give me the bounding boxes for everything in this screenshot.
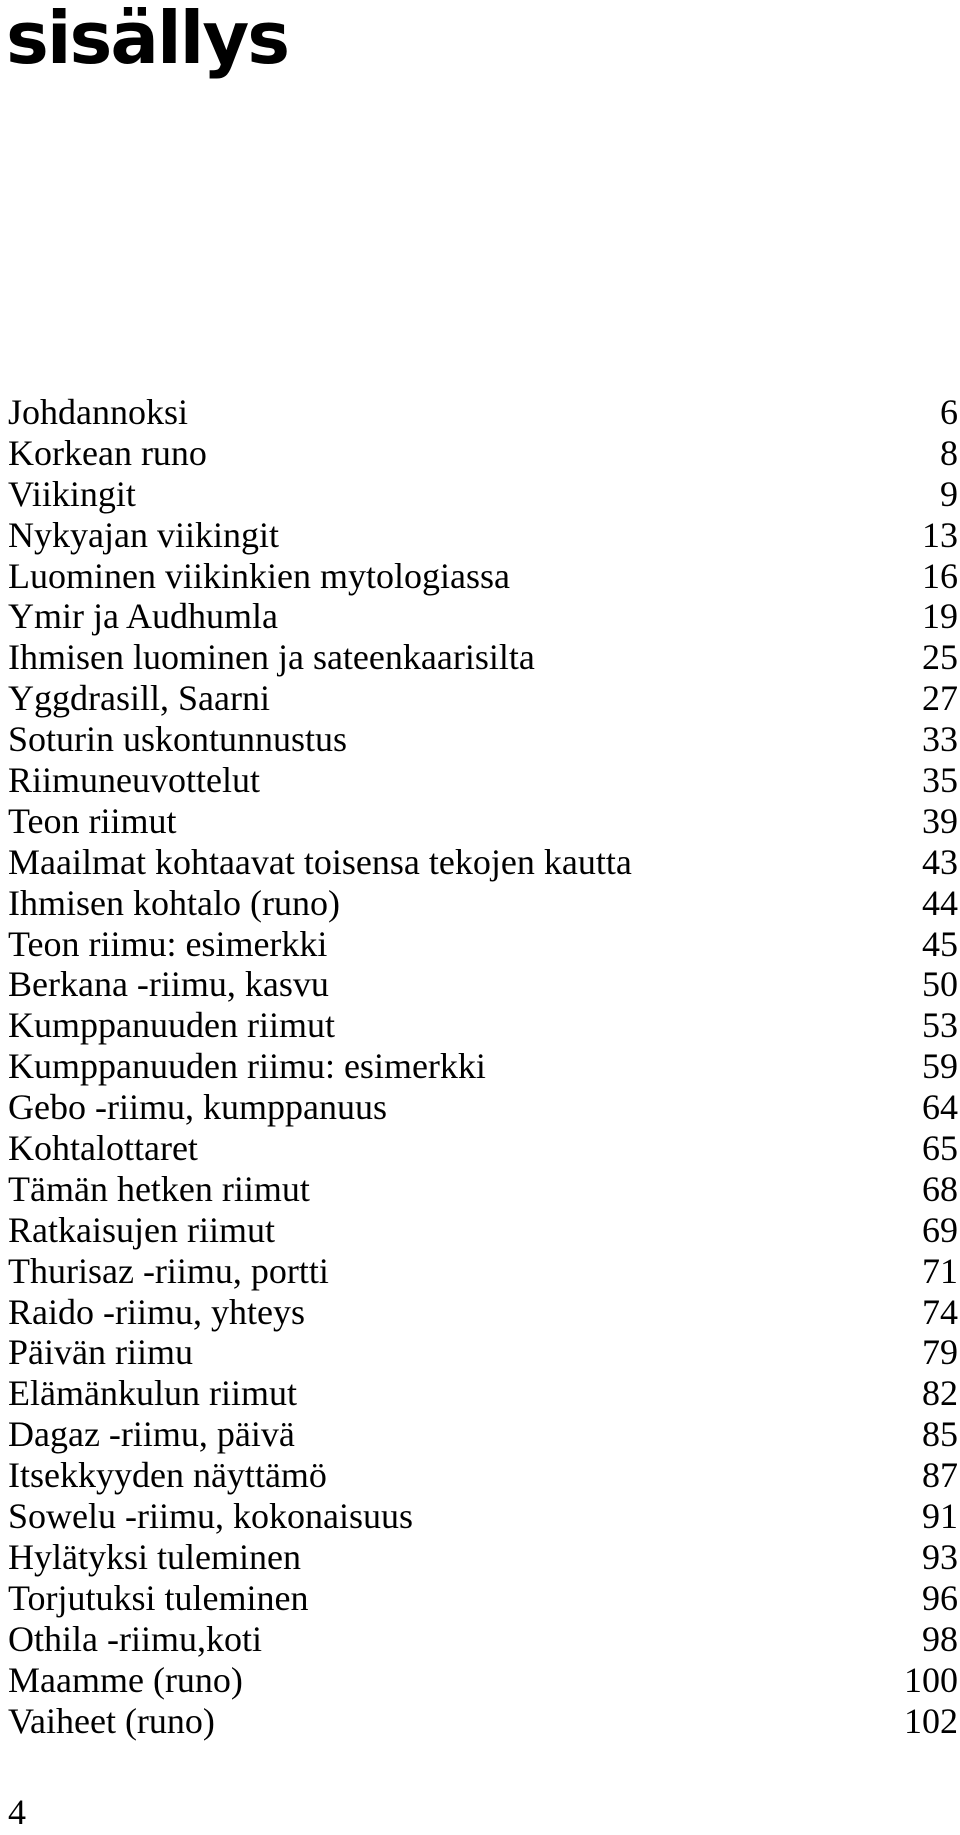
- toc-entry-page: 100: [904, 1659, 958, 1700]
- toc-entry: [8, 801, 958, 842]
- toc-entry: [8, 678, 958, 719]
- toc-entry-page: 53: [922, 1005, 958, 1046]
- toc-entry: [8, 964, 958, 1005]
- toc-entry-title: Kumppanuuden riimut: [8, 1005, 335, 1046]
- toc-entry-page: 43: [922, 841, 958, 882]
- toc-entry-page: 68: [922, 1168, 958, 1209]
- toc-entry-title: Viikingit: [8, 473, 136, 514]
- toc-entry: [8, 1455, 958, 1496]
- toc-entry: [8, 1251, 958, 1292]
- toc-entry-title: Teon riimu: esimerkki: [8, 923, 328, 964]
- toc-entry-title: Riimuneuvottelut: [8, 760, 260, 801]
- toc-entry-page: 74: [922, 1291, 958, 1332]
- toc-entry-title: Teon riimut: [8, 800, 177, 841]
- toc-entry-title: Ihmisen luominen ja sateenkaarisilta: [8, 637, 535, 678]
- toc-entry-page: 9: [940, 473, 958, 514]
- toc-entry: [8, 719, 958, 760]
- toc-entry: [8, 924, 958, 965]
- toc-entry-page: 19: [922, 596, 958, 637]
- table-of-contents: [8, 392, 958, 1741]
- toc-entry: [8, 1332, 958, 1373]
- toc-entry: [8, 1578, 958, 1619]
- toc-entry-title: Korkean runo: [8, 432, 207, 473]
- toc-entry-page: 64: [922, 1087, 958, 1128]
- toc-entry-title: Maamme (runo): [8, 1659, 243, 1700]
- toc-entry: [8, 474, 958, 515]
- toc-entry-title: Nykyajan viikingit: [8, 514, 279, 555]
- toc-entry-page: 91: [922, 1496, 958, 1537]
- toc-entry-page: 71: [922, 1250, 958, 1291]
- toc-entry: [8, 1414, 958, 1455]
- toc-entry-title: Kumppanuuden riimu: esimerkki: [8, 1046, 486, 1087]
- toc-entry: [8, 1292, 958, 1333]
- toc-entry-title: Kohtalottaret: [8, 1128, 198, 1169]
- toc-entry-page: 8: [940, 432, 958, 473]
- toc-entry-title: Luominen viikinkien mytologiassa: [8, 555, 510, 596]
- toc-entry-title: Thurisaz -riimu, portti: [8, 1250, 329, 1291]
- toc-entry: [8, 637, 958, 678]
- toc-entry: [8, 556, 958, 597]
- toc-entry-page: 79: [922, 1332, 958, 1373]
- toc-entry-title: Torjutuksi tuleminen: [8, 1577, 309, 1618]
- toc-entry-title: Tämän hetken riimut: [8, 1168, 310, 1209]
- toc-entry-page: 16: [922, 555, 958, 596]
- toc-entry-title: Vaiheet (runo): [8, 1700, 215, 1741]
- toc-entry-page: 82: [922, 1373, 958, 1414]
- toc-entry-page: 85: [922, 1414, 958, 1455]
- toc-entry: [8, 515, 958, 556]
- toc-entry-page: 93: [922, 1536, 958, 1577]
- toc-entry: [8, 760, 958, 801]
- toc-entry-page: 98: [922, 1618, 958, 1659]
- toc-entry-title: Hylätyksi tuleminen: [8, 1536, 301, 1577]
- toc-entry-page: 50: [922, 964, 958, 1005]
- toc-entry-page: 59: [922, 1046, 958, 1087]
- page-number: 4: [8, 1792, 26, 1832]
- toc-entry-page: 33: [922, 719, 958, 760]
- toc-entry-page: 25: [922, 637, 958, 678]
- toc-entry-title: Soturin uskontunnustus: [8, 719, 348, 760]
- toc-entry: [8, 392, 958, 433]
- page-title: sisällys: [6, 0, 289, 80]
- toc-entry-page: 44: [922, 882, 958, 923]
- toc-entry: [8, 596, 958, 637]
- toc-entry-title: Ratkaisujen riimut: [8, 1209, 275, 1250]
- toc-entry-title: Ymir ja Audhumla: [8, 596, 278, 637]
- toc-entry: [8, 1373, 958, 1414]
- toc-entry: [8, 1619, 958, 1660]
- toc-entry-title: Othila -riimu,koti: [8, 1618, 262, 1659]
- toc-entry-page: 69: [922, 1209, 958, 1250]
- toc-entry-page: 87: [922, 1455, 958, 1496]
- toc-entry-title: Gebo -riimu, kumppanuus: [8, 1087, 387, 1128]
- toc-entry: [8, 1537, 958, 1578]
- toc-entry-title: Maailmat kohtaavat toisensa tekojen kautta: [8, 841, 632, 882]
- toc-entry: [8, 1169, 958, 1210]
- toc-entry-page: 96: [922, 1577, 958, 1618]
- toc-entry-title: Johdannoksi: [8, 392, 188, 432]
- toc-entry-page: 65: [922, 1128, 958, 1169]
- toc-entry-page: 102: [904, 1700, 958, 1741]
- toc-entry: [8, 433, 958, 474]
- toc-entry-page: 39: [922, 800, 958, 841]
- toc-entry: [8, 1660, 958, 1701]
- toc-entry-title: Ihmisen kohtalo (runo): [8, 882, 340, 923]
- toc-entry-title: Sowelu -riimu, kokonaisuus: [8, 1496, 413, 1537]
- toc-entry-title: Päivän riimu: [8, 1332, 193, 1373]
- toc-entry-page: 35: [922, 760, 958, 801]
- toc-entry-title: Dagaz -riimu, päivä: [8, 1414, 295, 1455]
- toc-entry: [8, 883, 958, 924]
- toc-entry-title: Elämänkulun riimut: [8, 1373, 297, 1414]
- toc-entry: [8, 1046, 958, 1087]
- toc-entry-title: Itsekkyyden näyttämö: [8, 1455, 327, 1496]
- toc-entry: [8, 1005, 958, 1046]
- toc-entry-page: 6: [940, 392, 958, 432]
- toc-entry-title: Yggdrasill, Saarni: [8, 678, 270, 719]
- toc-entry-page: 27: [922, 678, 958, 719]
- toc-entry: [8, 1701, 958, 1742]
- toc-entry: [8, 1087, 958, 1128]
- toc-entry: [8, 1496, 958, 1537]
- toc-entry: [8, 842, 958, 883]
- toc-entry: [8, 1128, 958, 1169]
- toc-entry-title: Raido -riimu, yhteys: [8, 1291, 305, 1332]
- toc-entry: [8, 1210, 958, 1251]
- toc-entry-title: Berkana -riimu, kasvu: [8, 964, 329, 1005]
- toc-entry-page: 13: [922, 514, 958, 555]
- toc-entry-page: 45: [922, 923, 958, 964]
